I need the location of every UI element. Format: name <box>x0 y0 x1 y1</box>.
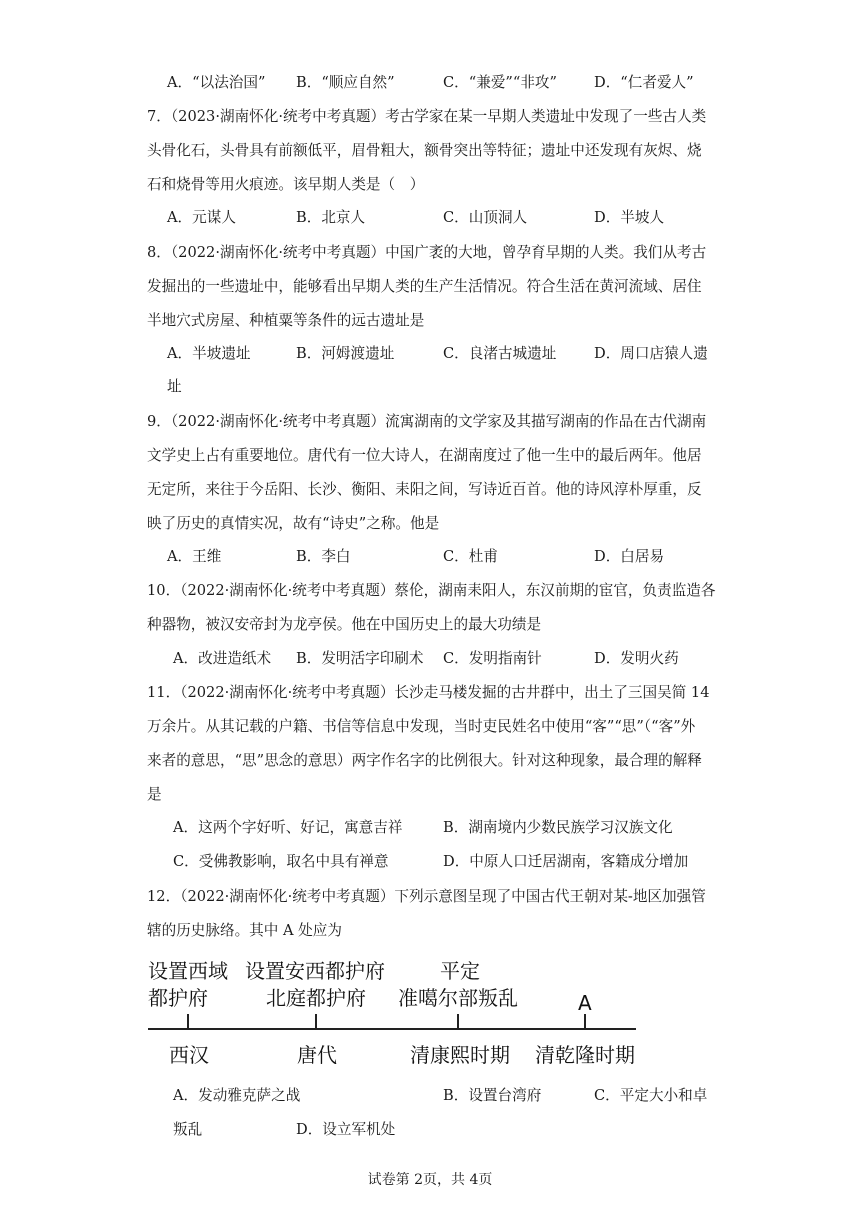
q8-stem-line-2: 发掘出的一些遗址中，能够看出早期人类的生产生活情况。符合生活在黄河流域、居住 <box>147 278 702 295</box>
q6-option-c: C．“兼爱”“非攻” <box>443 74 557 91</box>
event-1-label-line-2: 都护府 <box>148 986 208 1010</box>
q11-stem-line-3: 来者的意思，“思”思念的意思）两字作名字的比例很大。针对这种现象，最合理的解释 <box>147 752 702 769</box>
q12-option-d: D．设立军机处 <box>296 1121 396 1138</box>
event-3-label-line-2: 准噶尔部叛乱 <box>398 986 518 1010</box>
q9-stem-line-1: 9．（2022·湖南怀化·统考中考真题）流寓湖南的文学家及其描写湖南的作品在古代湖南 <box>147 413 707 430</box>
q6-option-a: A．“以法治国” <box>167 74 266 91</box>
event-3-label-line-1: 平定 <box>440 959 480 983</box>
q10-option-b: B．发明活字印刷术 <box>296 650 424 667</box>
q11-option-c: C．受佛教影响，取名中具有禅意 <box>173 853 389 870</box>
q12-option-b: B．设置台湾府 <box>443 1087 542 1104</box>
q11-option-b: B．湖南境内少数民族学习汉族文化 <box>443 819 673 836</box>
q8-option-d: D．周口店猿人遗 <box>594 345 708 362</box>
q7-option-c: C．山顶洞人 <box>443 209 528 226</box>
q8-option-c: C．良渚古城遗址 <box>443 345 557 362</box>
q7-option-b: B．北京人 <box>296 209 366 226</box>
q11-option-a: A．这两个字好听、好记，寓意吉祥 <box>173 819 403 836</box>
q7-option-a: A．元谋人 <box>167 209 236 226</box>
q7-stem-line-2: 头骨化石，头骨具有前额低平，眉骨粗大，额骨突出等特征；遗址中还发现有灰烬、烧 <box>147 142 702 159</box>
q12-option-c-wrap: 叛乱 <box>173 1121 203 1138</box>
q8-option-d-wrap: 址 <box>167 378 182 395</box>
q9-option-d: D．白居易 <box>594 548 665 565</box>
q9-option-b: B．李白 <box>296 548 351 565</box>
q7-stem-line-1: 7．（2023·湖南怀化·统考中考真题）考古学家在某一早期人类遗址中发现了一些古人类 <box>147 108 707 125</box>
q11-stem-line-4: 是 <box>147 786 162 803</box>
q12-option-a: A．发动雅克萨之战 <box>173 1087 301 1104</box>
event-2-label-line-1: 设置安西都护府 <box>245 959 385 983</box>
period-label-3: 清康熙时期 <box>410 1043 510 1067</box>
event-2-label-line-2: 北庭都护府 <box>266 986 366 1010</box>
q11-stem-line-2: 万余片。从其记载的户籍、书信等信息中发现，当时吏民姓名中使用“客”“思”（“客”外 <box>147 718 696 735</box>
q6-option-d: D．“仁者爱人” <box>594 74 694 91</box>
q8-stem-line-3: 半地穴式房屋、种植粟等条件的远古遗址是 <box>147 312 425 329</box>
q8-stem-line-1: 8．（2022·湖南怀化·统考中考真题）中国广袤的大地，曾孕育早期的人类。我们从考古 <box>147 244 707 261</box>
event-4-label-a: A <box>578 991 592 1015</box>
period-label-1: 西汉 <box>169 1043 209 1067</box>
q12-stem-line-1: 12．（2022·湖南怀化·统考中考真题）下列示意图呈现了中国古代王朝对某-地区加强管 <box>147 888 706 905</box>
period-label-4: 清乾隆时期 <box>535 1043 635 1067</box>
q6-option-b: B．“顺应自然” <box>296 74 395 91</box>
q10-option-d: D．发明火药 <box>594 650 679 667</box>
page-footer: 试卷第 2页，共 4页 <box>367 1172 493 1188</box>
q12-option-c: C．平定大小和卓 <box>594 1087 708 1104</box>
q9-stem-line-3: 无定所，来往于今岳阳、长沙、衡阳、耒阳之间，写诗近百首。他的诗风淳朴厚重，反 <box>147 481 702 498</box>
q10-option-c: C．发明指南针 <box>443 650 542 667</box>
q8-option-b: B．河姆渡遗址 <box>296 345 395 362</box>
q11-stem-line-1: 11．（2022·湖南怀化·统考中考真题）长沙走马楼发掘的古井群中，出土了三国吴简 14 <box>147 684 710 701</box>
q10-stem-line-2: 种器物，被汉安帝封为龙亭侯。他在中国历史上的最大功绩是 <box>147 616 542 633</box>
q9-option-c: C．杜甫 <box>443 548 498 565</box>
q7-stem-line-3: 石和烧骨等用火痕迹。该早期人类是（ ） <box>147 176 425 193</box>
q10-stem-line-1: 10．（2022·湖南怀化·统考中考真题）蔡伦，湖南耒阳人，东汉前期的宦官，负责监造各 <box>147 582 716 599</box>
q11-option-d: D．中原人口迁居湖南，客籍成分增加 <box>443 853 689 870</box>
period-label-2: 唐代 <box>297 1043 337 1067</box>
q9-stem-line-2: 文学史上占有重要地位。唐代有一位大诗人，在湖南度过了他一生中的最后两年。他居 <box>147 447 702 464</box>
event-1-label-line-1: 设置西域 <box>148 959 228 983</box>
q9-option-a: A．王维 <box>167 548 222 565</box>
q7-option-d: D．半坡人 <box>594 209 665 226</box>
q8-option-a: A．半坡遗址 <box>167 345 251 362</box>
q12-stem-line-2: 辖的历史脉络。其中 A 处应为 <box>147 922 342 939</box>
q9-stem-line-4: 映了历史的真情实况，故有“诗史”之称。他是 <box>147 515 440 532</box>
q10-option-a: A．改进造纸术 <box>173 650 272 667</box>
